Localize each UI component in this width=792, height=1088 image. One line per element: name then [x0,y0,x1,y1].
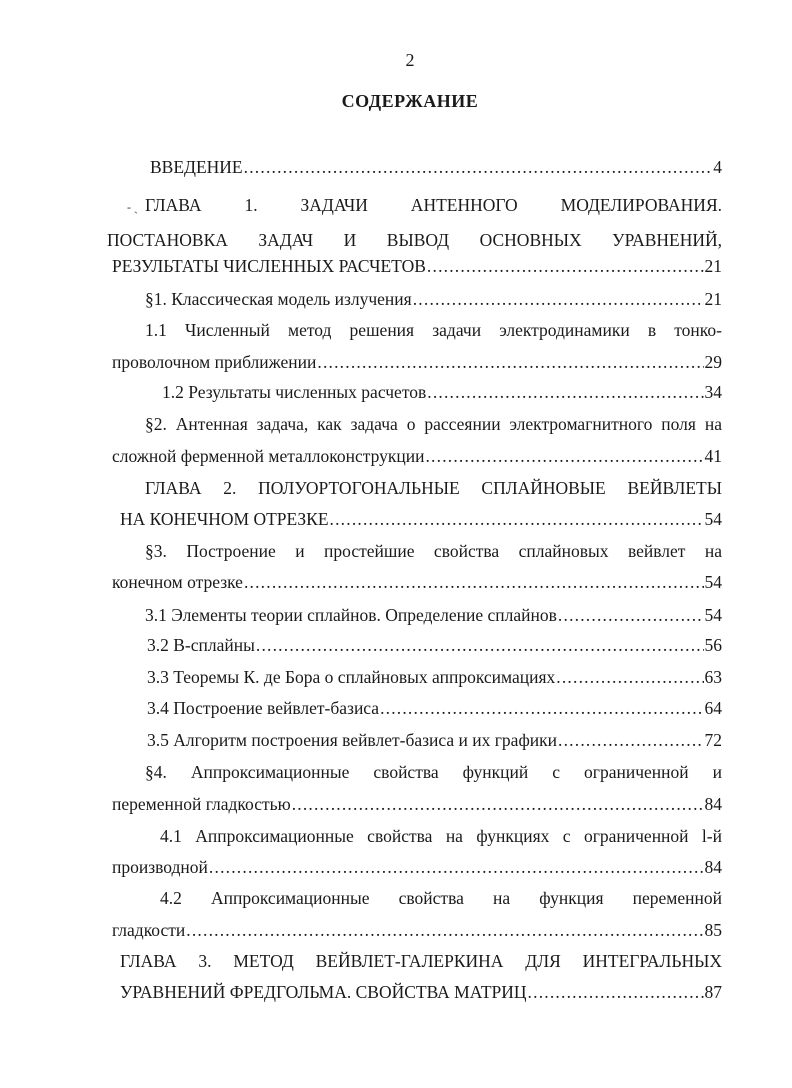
toc-page-number: 85 [704,920,722,940]
toc-entry-title: §3. Построение и простейшие свойства сплайновых вейвлет на [145,541,722,561]
toc-entry-title: ГЛАВА 1. ЗАДАЧИ АНТЕННОГО МОДЕЛИРОВАНИЯ. [145,195,722,215]
leader-dots [244,156,713,178]
page-number: 2 [405,50,415,70]
toc-line [120,950,722,972]
toc-line [112,351,722,373]
toc-line [145,413,722,435]
toc-line [147,729,722,751]
toc-page-number: 87 [704,982,722,1002]
toc-line [120,508,722,530]
toc-line [112,793,722,815]
toc-entry-title: §1. Классическая модель излучения [145,289,412,309]
toc-entry-title: проволочном приближении [112,352,317,372]
toc-entry-title: ГЛАВА 3. МЕТОД ВЕЙВЛЕТ-ГАЛЕРКИНА ДЛЯ ИНТЕГРАЛЬНЫХ [120,951,722,971]
toc-line [145,540,722,562]
leader-dots [558,604,704,626]
leader-dots [427,255,704,277]
toc-line [112,571,722,593]
toc-line [145,477,722,499]
toc-line [112,856,722,878]
toc-entry-title: производной [112,857,208,877]
toc-entry-title: 3.4 Построение вейвлет-базиса [147,698,380,718]
toc-page-number: 21 [704,289,722,309]
toc-line [147,697,722,719]
toc-entry-title: сложной ферменной металлоконструкции [112,446,425,466]
toc-page-number: 29 [704,352,722,372]
toc-line [107,229,722,251]
toc-entry-title: §4. Аппроксимационные свойства функций с ограниченной и [145,762,722,782]
leader-dots [558,729,703,751]
toc-entry-title: 1.2 Результаты численных расчетов [162,382,427,402]
toc-page-number: 84 [704,857,722,877]
toc-line [147,634,722,656]
toc-line [150,156,722,178]
toc-line [162,381,722,403]
toc-entry-title: ПОСТАНОВКА ЗАДАЧ И ВЫВОД ОСНОВНЫХ УРАВНЕНИЙ, [107,230,722,250]
leader-dots [256,634,704,656]
toc-entry-title: ВВЕДЕНИЕ [150,157,243,177]
toc-line [147,666,722,688]
toc-page-number: 21 [704,256,722,276]
toc-page-number: 63 [704,667,722,687]
page-title: СОДЕРЖАНИЕ [341,91,479,111]
toc-entry-title: 3.3 Теоремы К. де Бора о сплайновых аппроксимациях [147,667,556,687]
leader-dots [292,793,704,815]
toc-line [145,288,722,310]
toc-entry-title: УРАВНЕНИЙ ФРЕДГОЛЬМА. СВОЙСТВА МАТРИЦ [120,982,527,1002]
toc-line [145,194,722,216]
leader-dots [528,981,704,1003]
scan-artifact: ‐ ˎ [127,200,138,214]
leader-dots [209,856,704,878]
toc-entry-title: гладкости [112,920,186,940]
toc-entry-title: переменной гладкостью [112,794,291,814]
toc-page-number: 56 [704,635,722,655]
toc-line [145,319,722,341]
toc-page-number: 54 [704,509,722,529]
leader-dots [413,288,704,310]
toc-entry-title: 3.2 B-сплайны [147,635,255,655]
toc-page-number: 41 [704,446,722,466]
toc-entry-title: НА КОНЕЧНОМ ОТРЕЗКЕ [120,509,329,529]
leader-dots [317,351,703,373]
leader-dots [380,697,703,719]
toc-entry-title: §2. Антенная задача, как задача о рассеянии электромагнитного поля на [145,414,722,434]
leader-dots [330,508,704,530]
toc-line [112,445,722,467]
toc-page-number: 54 [704,572,722,592]
toc-entry-title: 3.1 Элементы теории сплайнов. Определение сплайнов [145,605,557,625]
toc-page-number: 64 [704,698,722,718]
toc-line [160,887,722,909]
toc-line [112,919,722,941]
toc-page-number: 84 [704,794,722,814]
toc-entry-title: 3.5 Алгоритм построения вейвлет-базиса и их графики [147,730,558,750]
toc-page-number: 34 [704,382,722,402]
toc-line [112,255,722,277]
leader-dots [425,445,703,467]
leader-dots [186,919,703,941]
toc-line [120,981,722,1003]
toc-line [145,604,722,626]
toc-entry-title: 4.1 Аппроксимационные свойства на функциях с ограниченной l-й [160,826,722,846]
toc-page-number: 54 [704,605,722,625]
leader-dots [244,571,704,593]
toc-page-number: 72 [704,730,722,750]
toc-entry-title: 1.1 Численный метод решения задачи электродинамики в тонко- [145,320,722,340]
leader-dots [427,381,703,403]
leader-dots [556,666,703,688]
toc-entry-title: 4.2 Аппроксимационные свойства на функция переменной [160,888,722,908]
toc-entry-title: ГЛАВА 2. ПОЛУОРТОГОНАЛЬНЫЕ СПЛАЙНОВЫЕ ВЕЙВЛЕТЫ [145,478,722,498]
toc-entry-title: РЕЗУЛЬТАТЫ ЧИСЛЕННЫХ РАСЧЕТОВ [112,256,426,276]
toc-line [145,761,722,783]
toc-entry-title: конечном отрезке [112,572,243,592]
toc-line [160,825,722,847]
toc-page-number: 4 [713,157,722,177]
